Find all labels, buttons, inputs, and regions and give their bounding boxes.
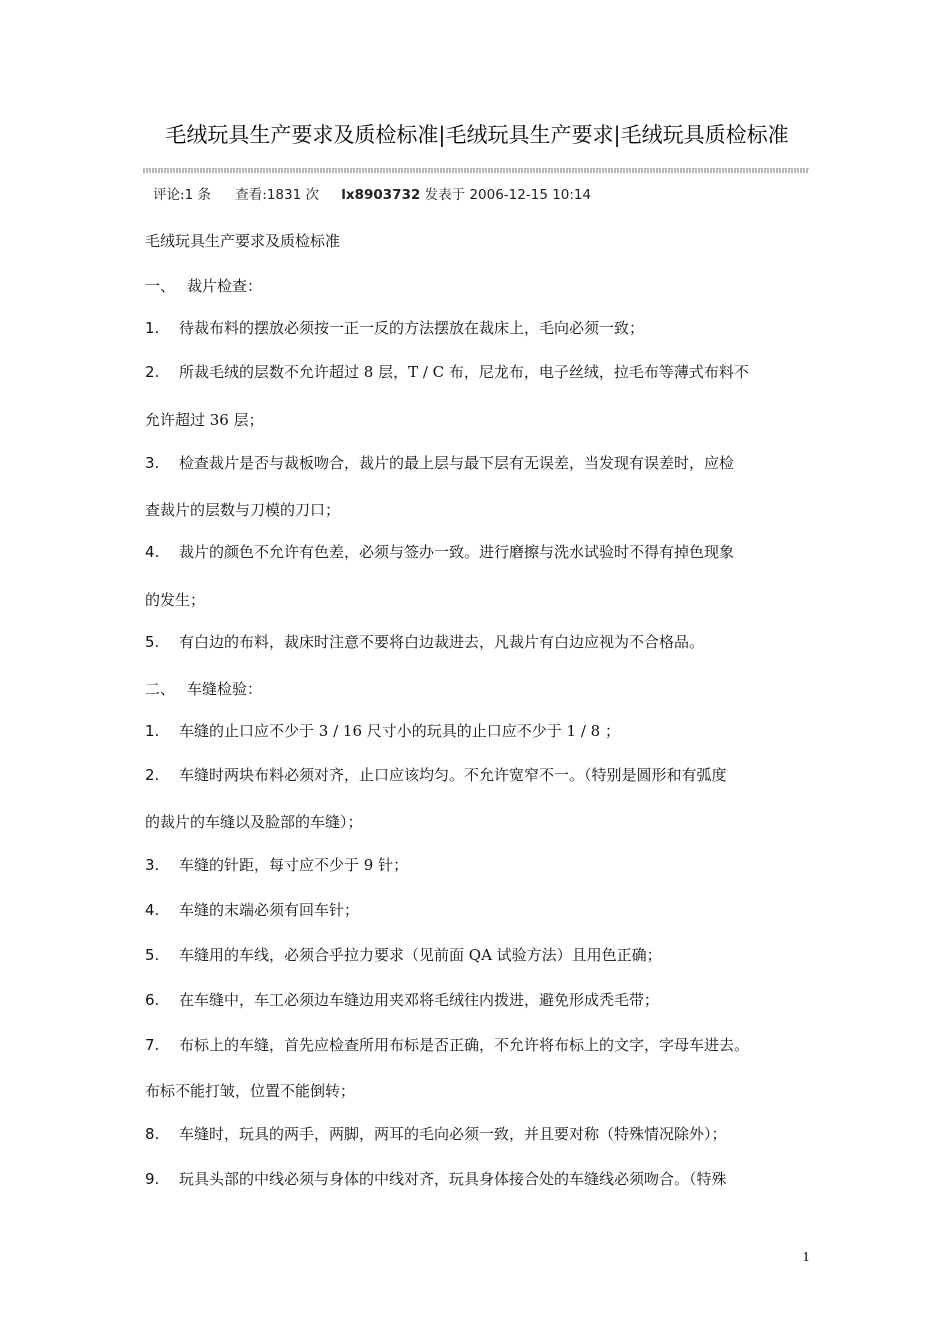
item-continuation: 的裁片的车缝以及脸部的车缝）； (145, 813, 363, 831)
section-title: 裁片检查： (187, 277, 263, 295)
list-item (145, 313, 815, 343)
item-text: 所裁毛绒的层数不允许超过 8 层，T / C 布，尼龙布，电子丝绒，拉毛布等薄式布料不 (179, 363, 749, 381)
section-marker: 二、 (145, 680, 176, 698)
item-number: 5. (145, 946, 160, 964)
comments-unit: 条 (197, 187, 211, 203)
posted-datetime: 2006-12-15 10:14 (469, 187, 592, 203)
item-number: 1. (145, 319, 160, 337)
views-unit: 次 (305, 187, 319, 203)
item-number: 2. (145, 363, 160, 381)
list-item (145, 1164, 815, 1194)
item-number: 9. (145, 1170, 160, 1188)
list-item (145, 537, 815, 567)
item-continuation: 布标不能打皱，位置不能倒转； (145, 1082, 356, 1100)
item-text: 裁片的颜色不允许有色差，必须与签办一致。进行磨擦与洗水试验时不得有掉色现象 (179, 543, 735, 561)
comments-label: 评论: (153, 187, 185, 203)
item-text: 在车缝中，车工必须边车缝边用夹邓将毛绒往内拨进，避免形成秃毛带； (179, 991, 660, 1009)
dotted-divider (143, 168, 809, 173)
views-label: 查看: (235, 187, 267, 203)
item-number: 8. (145, 1125, 160, 1143)
item-text: 有白边的布料，裁床时注意不要将白边裁进去，凡裁片有白边应视为不合格品。 (179, 633, 705, 651)
item-text: 车缝的针距，每寸应不少于 9 针； (179, 856, 409, 874)
section-heading (145, 271, 815, 301)
item-number: 4. (145, 901, 160, 919)
list-item (145, 895, 815, 925)
body-heading: 毛绒玩具生产要求及质检标准 (145, 232, 341, 250)
item-number: 3. (145, 454, 160, 472)
item-text: 车缝的末端必须有回车针； (179, 901, 360, 919)
posted-label: 发表于 (424, 187, 466, 203)
item-text: 待裁布料的摆放必须按一正一反的方法摆放在裁床上，毛向必须一致； (179, 319, 645, 337)
item-number: 4. (145, 543, 160, 561)
list-item (145, 627, 815, 657)
item-continuation: 允许超过 36 层； (145, 411, 264, 429)
views-count: 1831 (266, 187, 302, 203)
list-item (145, 448, 815, 478)
item-number: 2. (145, 766, 160, 784)
author-name: lx8903732 (341, 187, 421, 203)
list-item (145, 1119, 815, 1149)
item-number: 1. (145, 722, 160, 740)
list-item (145, 1030, 815, 1060)
list-item (145, 940, 815, 970)
item-text: 车缝时，玩具的两手，两脚，两耳的毛向必须一致，并且要对称（特殊情况除外）； (179, 1125, 727, 1143)
page-number: 1 (802, 1250, 810, 1265)
item-number: 5. (145, 633, 160, 651)
list-item (145, 760, 815, 790)
post-meta (153, 184, 591, 206)
list-item (145, 716, 815, 746)
page-title: 毛绒玩具生产要求及质检标准|毛绒玩具生产要求|毛绒玩具质检标准 (165, 123, 789, 147)
item-text: 车缝时两块布料必须对齐，止口应该均匀。不允许宽窄不一。（特别是圆形和有弧度 (179, 766, 727, 784)
item-text: 玩具头部的中线必须与身体的中线对齐，玩具身体接合处的车缝线必须吻合。（特殊 (179, 1170, 727, 1188)
item-text: 布标上的车缝，首先应检查所用布标是否正确，不允许将布标上的文字，字母车进去。 (179, 1036, 750, 1054)
item-text: 车缝的止口应不少于 3 / 16 尺寸小的玩具的止口应不少于 1 / 8 ； (179, 722, 620, 740)
item-continuation: 查裁片的层数与刀模的刀口； (145, 501, 341, 519)
item-number: 6. (145, 991, 160, 1009)
list-item (145, 985, 815, 1015)
item-number: 3. (145, 856, 160, 874)
item-text: 检查裁片是否与裁板吻合，裁片的最上层与最下层有无误差，当发现有误差时，应检 (179, 454, 735, 472)
section-marker: 一、 (145, 277, 176, 295)
section-title: 车缝检验： (187, 680, 263, 698)
list-item (145, 850, 815, 880)
section-heading (145, 674, 815, 704)
item-text: 车缝用的车线，必须合乎拉力要求（见前面 QA 试验方法）且用色正确； (179, 946, 662, 964)
list-item (145, 357, 815, 387)
item-continuation: 的发生； (145, 591, 206, 609)
comments-count: 1 (184, 187, 194, 203)
item-number: 7. (145, 1036, 160, 1054)
